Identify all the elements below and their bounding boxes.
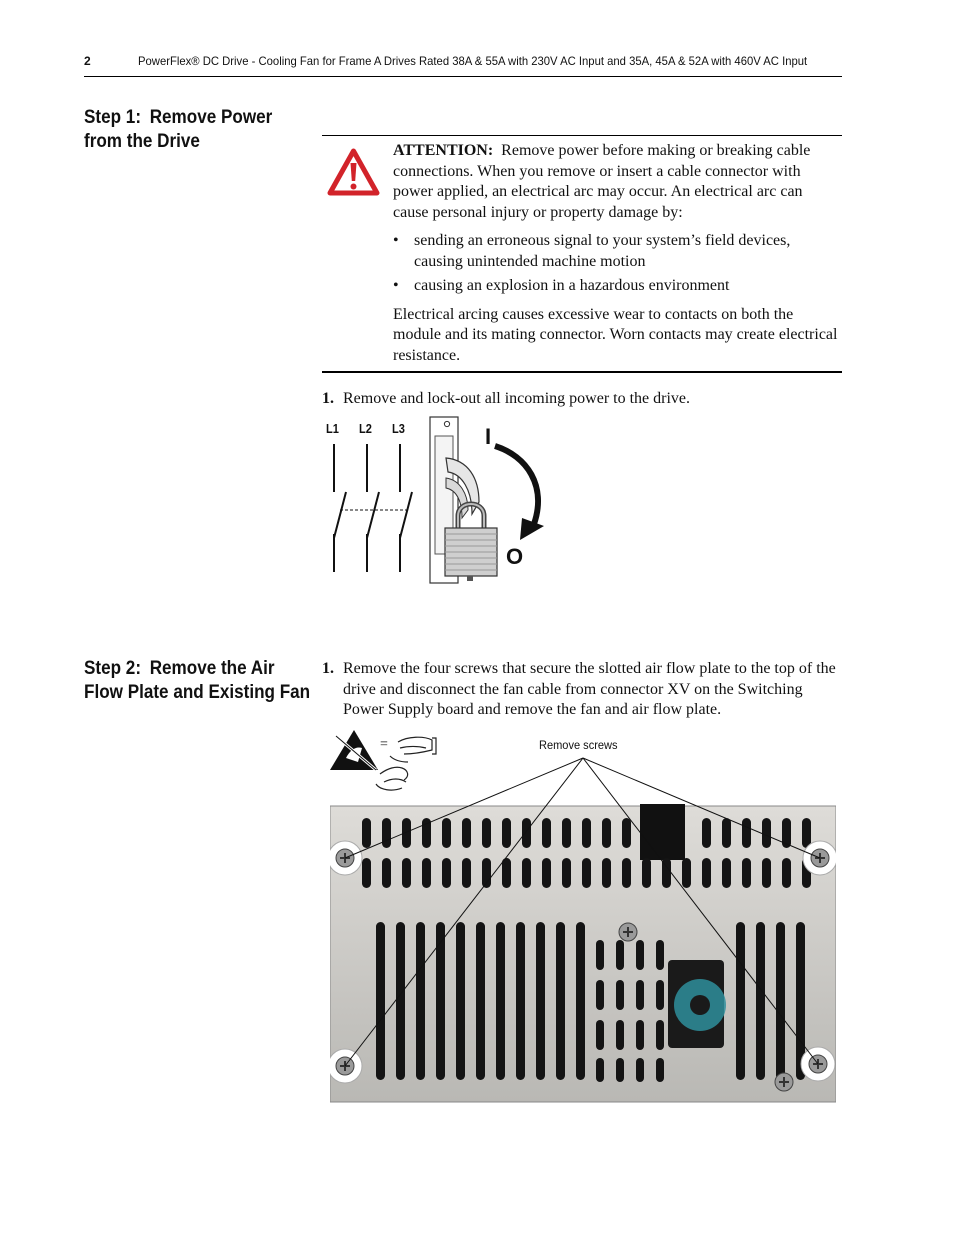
vent-slot: [756, 922, 765, 1080]
step1-number: Step 1:: [84, 107, 142, 128]
vent-slot: [596, 940, 604, 970]
screw: [330, 841, 362, 875]
on-label: I: [485, 424, 492, 449]
vent-slot: [622, 858, 631, 888]
air-flow-plate-photo: [330, 800, 836, 1106]
vent-slot: [576, 922, 585, 1080]
vent-slot: [462, 858, 471, 888]
vent-slot: [636, 1058, 644, 1082]
vent-slot: [542, 818, 551, 848]
label-l1: L1: [326, 421, 339, 436]
disconnect-switch-diagram: [322, 414, 562, 589]
vent-slot: [636, 980, 644, 1010]
vent-slot: [736, 922, 745, 1080]
step2-title-line1: Remove the Air: [149, 658, 275, 679]
vent-slot: [402, 818, 411, 848]
vent-slot: [616, 1058, 624, 1082]
air-flow-plate-illustration: [330, 800, 836, 1106]
attention-box: [322, 135, 842, 373]
vent-slot: [362, 858, 371, 888]
vent-slot: [782, 818, 791, 848]
vent-slot: [542, 858, 551, 888]
vent-slot: [742, 818, 751, 848]
vent-slot: [642, 858, 651, 888]
vent-slot: [596, 1020, 604, 1050]
step2-number: Step 2:: [84, 658, 142, 679]
vent-slot: [682, 858, 691, 888]
vent-slot: [502, 858, 511, 888]
vent-slot: [582, 818, 591, 848]
vent-slot: [522, 858, 531, 888]
attention-closing: Electrical arcing causes excessive wear to contacts on both the module and its mating connector. Worn contacts may create electrical resistance.: [393, 305, 838, 364]
vent-slot: [442, 858, 451, 888]
vent-slot: [396, 922, 405, 1080]
vent-slot: [616, 980, 624, 1010]
attention-text: [393, 141, 841, 374]
label-l3: L3: [392, 421, 405, 436]
vent-slot: [402, 858, 411, 888]
step1-title-line1: Remove Power: [149, 107, 273, 128]
vent-slot: [436, 922, 445, 1080]
screw: [330, 1049, 362, 1083]
vent-slot: [496, 922, 505, 1080]
vent-slot: [616, 940, 624, 970]
vent-slot: [636, 1020, 644, 1050]
attention-label: ATTENTION:: [393, 142, 494, 159]
vent-slot: [802, 818, 811, 848]
vent-slot: [776, 922, 785, 1080]
step1-instruction-number: 1.: [322, 390, 334, 407]
vent-slot: [562, 858, 571, 888]
vent-slot: [596, 1058, 604, 1082]
vent-slot: [702, 858, 711, 888]
vent-slot: [476, 922, 485, 1080]
screw: [801, 1047, 835, 1081]
vent-slot: [656, 980, 664, 1010]
vent-slot: [416, 922, 425, 1080]
vent-slot: [602, 858, 611, 888]
vent-slot: [482, 858, 491, 888]
vent-slot: [422, 818, 431, 848]
vent-slot: [656, 940, 664, 970]
vent-slot: [622, 818, 631, 848]
vent-slot: [742, 858, 751, 888]
vent-slot: [762, 818, 771, 848]
vent-slot: [602, 818, 611, 848]
vent-slot: [636, 940, 644, 970]
page-header: [84, 52, 842, 77]
vent-slot: [362, 818, 371, 848]
vent-slot: [582, 858, 591, 888]
vent-slot: [456, 922, 465, 1080]
step2-title-line2: Flow Plate and Existing Fan: [84, 682, 311, 703]
vent-slot: [702, 818, 711, 848]
vent-slot: [722, 818, 731, 848]
vent-slot: [442, 818, 451, 848]
screw: [803, 841, 836, 875]
esd-equals: =: [380, 737, 388, 752]
header-title: PowerFlex® DC Drive - Cooling Fan for Frame A Drives Rated 38A & 55A with 230V AC Input and 35A, 45A & 52A with 460V AC Input: [138, 54, 808, 68]
attention-bullet-1: • sending an erroneous signal to your system’s field devices, causing unintended machine motion: [393, 231, 841, 272]
step2-title: [84, 657, 310, 705]
vent-slot: [616, 1020, 624, 1050]
vent-slot: [782, 858, 791, 888]
vent-slot: [562, 818, 571, 848]
step1-title: [84, 106, 272, 154]
attention-intro: Remove power before making or breaking cable connections. When you remove or insert a cable connector with power applied, an electrical arc may occur. An electrical arc can cause personal injury or property damage by:: [393, 142, 811, 221]
vent-slot: [596, 980, 604, 1010]
vent-slot: [662, 858, 671, 888]
vent-slot: [762, 858, 771, 888]
vent-slot: [482, 818, 491, 848]
screw: [619, 923, 637, 941]
step2-instruction-number: 1.: [322, 660, 334, 677]
lockout-figure: [322, 414, 562, 589]
vent-slot: [382, 818, 391, 848]
vent-slot: [516, 922, 525, 1080]
screw: [775, 1073, 793, 1091]
vent-slot: [722, 858, 731, 888]
vent-slot: [536, 922, 545, 1080]
page-number: 2: [84, 54, 91, 68]
vent-slot: [502, 818, 511, 848]
off-label: O: [506, 544, 524, 569]
step1-title-line2: from the Drive: [84, 131, 200, 152]
attention-bullets: [393, 231, 841, 297]
vent-slot: [462, 818, 471, 848]
warning-triangle-icon: [327, 148, 380, 196]
label-l2: L2: [359, 421, 372, 436]
step1-instruction-text: Remove and lock-out all incoming power to the drive.: [343, 390, 691, 407]
vent-slot: [556, 922, 565, 1080]
vent-slot: [382, 858, 391, 888]
remove-screws-callout: Remove screws: [539, 738, 618, 752]
vent-slot: [656, 1058, 664, 1082]
vent-slot: [376, 922, 385, 1080]
vent-slot: [522, 818, 531, 848]
vent-slot: [422, 858, 431, 888]
step2-instruction-text: Remove the four screws that secure the slotted air flow plate to the top of the drive and disconnect the fan cable from connector XV on the Switching Power Supply board and remove the fan and air flow plate.: [343, 660, 836, 718]
attention-bullet-2: • causing an explosion in a hazardous environment: [393, 276, 841, 297]
esd-warning: [328, 728, 440, 794]
vent-slot: [656, 1020, 664, 1050]
